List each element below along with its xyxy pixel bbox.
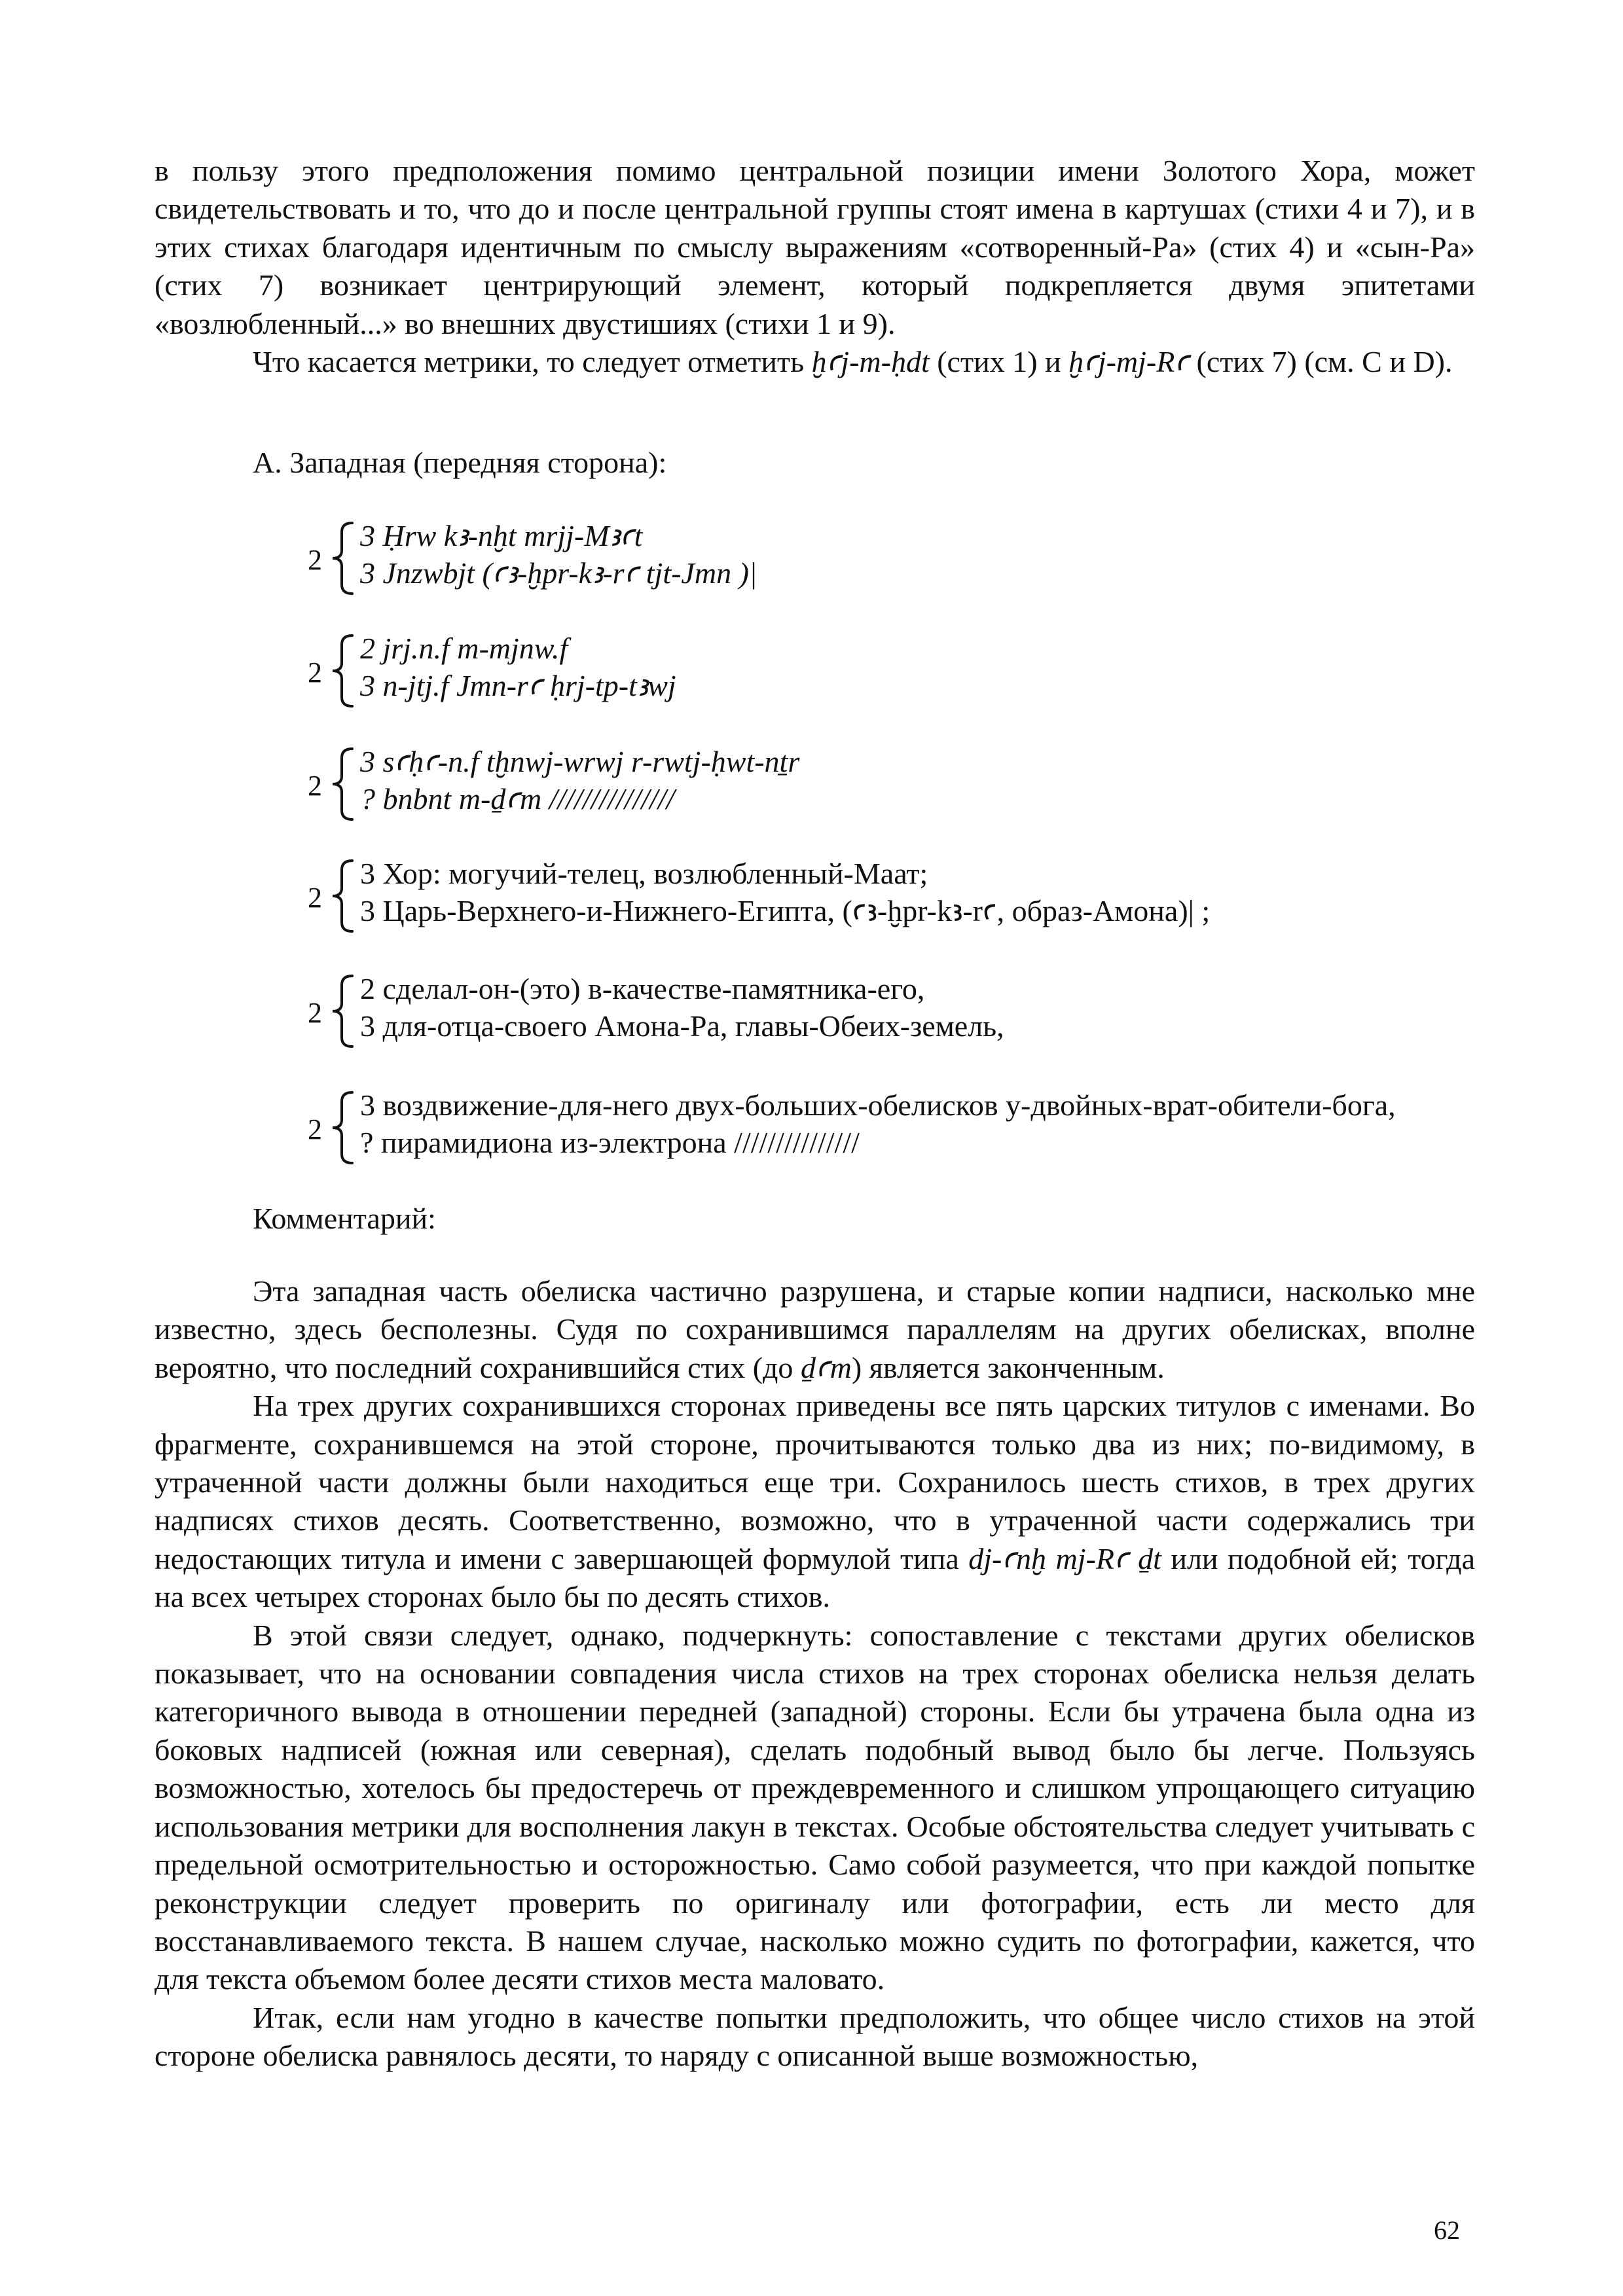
curly-brace-icon xyxy=(326,520,355,596)
transliteration: ḏꜥm xyxy=(800,1350,852,1384)
section-title: A. Западная (передняя сторона): xyxy=(253,446,667,479)
verse-line: 3 для-отца-своего Амона-Ра, главы-Обеих-земель, xyxy=(360,1009,1004,1043)
intro-paragraph xyxy=(155,152,1475,381)
verse-line: 3 n-jtj.f Jmn-rꜥ ḥrj-tp-tꜣwj xyxy=(360,669,676,702)
group-count: 2 xyxy=(308,656,322,689)
group-count: 2 xyxy=(308,882,322,914)
comment-paragraph-1: Эта западная часть обелиска частично разрушена, и старые копии надписи, насколько мне известно, здесь бесполезны. Судя по сохранившимся параллелям на других обелисках, вполне вероятно, что последний сохранившийся стих (до ḏꜥm) является законченным. xyxy=(155,1274,1475,1384)
verse-group-3 xyxy=(308,745,1486,823)
verse-group-1 xyxy=(308,519,1486,598)
curly-brace-icon xyxy=(326,746,355,822)
verse-line: ? пирамидиона из-электрона /////////////// xyxy=(360,1126,860,1159)
comment-title: Комментарий: xyxy=(253,1202,436,1235)
comment-paragraph-4: Итак, если нам угодно в качестве попытки предположить, что общее число стихов на этой стороне обелиска равнялось десяти, то наряду с описанной выше возможностью, xyxy=(155,2000,1475,2073)
verse-group-4 xyxy=(308,857,1486,935)
comment-paragraph-2: На трех других сохранившихся сторонах приведены все пять царских титулов с именами. Во фрагменте, сохранившемся на этой стороне, прочитываются только два из них; по-видимому, в утраченной части должны были находиться еще три. Сохранилось шесть стихов, в трех других надписях стихов десять. Соответственно, возможно, что в утраченной части содержались три недостающих титула и имени с завершающей формулой типа dj-ꜥnḫ mj-Rꜥ ḏt или подобной ей; тогда на всех четырех сторонах было бы по десять стихов. xyxy=(155,1389,1475,1614)
verse-line: 3 Хор: могучий-телец, возлюбленный-Маат; xyxy=(360,857,928,890)
curly-brace-icon xyxy=(326,633,355,709)
verse-line: 2 сделал-он-(это) в-качестве-памятника-его, xyxy=(360,972,925,1005)
group-count: 2 xyxy=(308,544,322,576)
verse-group-2 xyxy=(308,632,1486,710)
comment-body xyxy=(155,1272,1475,2075)
paragraph-continuation: в пользу этого предположения помимо центральной позиции имени Золотого Хора, может свидетельствовать и то, что до и после центральной группы стоят имена в картушах (стихи 4 и 7), и в этих стихах благодаря идентичным по смыслу выражениям «сотворенный-Ра» (стих 4) и «сын-Ра» (стих 7) возникает центрирующий элемент, который подкрепляется двумя эпитетами «возлюбленный...» во внешних двустишиях (стихи 1 и 9). xyxy=(155,154,1475,340)
verse-line: 3 воздвижение-для-него двух-больших-обелисков у-двойных-врат-обители-бога, xyxy=(360,1088,1396,1122)
curly-brace-icon xyxy=(326,1090,355,1166)
metric-paragraph: Что касается метрики, то следует отметить ḫꜥj-m-ḥdt (стих 1) и ḫꜥj-mj-Rꜥ (стих 7) (см. C и D). xyxy=(253,345,1453,379)
verse-group-5 xyxy=(308,972,1486,1050)
verse-line: 2 jrj.n.f m-mjnw.f xyxy=(360,632,568,665)
transliteration: ḫꜥj-m-ḥdt xyxy=(811,345,930,379)
verse-line: 3 Царь-Верхнего-и-Нижнего-Египта, (ꜥꜣ-ḫpr-kꜣ-rꜥ, образ-Амона)| ; xyxy=(360,894,1211,927)
transliteration: ḫꜥj-mj-Rꜥ xyxy=(1068,345,1190,379)
verse-line: ? bnbnt m-ḏꜥm /////////////// xyxy=(360,782,675,816)
verse-line: 3 sꜥḥꜥ-n.f tḫnwj-wrwj r-rwtj-ḥwt-nṯr xyxy=(360,745,800,778)
group-count: 2 xyxy=(308,1113,322,1145)
comment-paragraph-3: В этой связи следует, однако, подчеркнуть: сопоставление с текстами других обелисков показывает, что на основании совпадения числа стихов на трех сторонах обелиска нельзя делать категоричного вывода в отношении передней (западной) стороны. Если бы утрачена была одна из боковых надписей (южная или северная), сделать подобный вывод было бы легче. Пользуясь возможностью, хотелось бы предостеречь от преждевременного и слишком упрощающего ситуацию использования метрики для восполнения лакун в текстах. Особые обстоятельства следует учитывать с предельной осмотрительностью и осторожностью. Само собой разумеется, что при каждой попытке реконструкции следует проверить по оригиналу или фотографии, есть ли место для восстанавливаемого текста. В нашем случае, насколько можно судить по фотографии, кажется, что для текста объемом более десяти стихов места маловато. xyxy=(155,1618,1475,1996)
page-number: 62 xyxy=(1434,2215,1460,2245)
group-count: 2 xyxy=(308,997,322,1029)
transliteration: dj-ꜥnḫ mj-Rꜥ ḏt xyxy=(968,1541,1161,1575)
group-count: 2 xyxy=(308,770,322,802)
verse-line: 3 Ḥrw kꜣ-nḫt mrjj-Mꜣꜥt xyxy=(360,519,643,552)
verse-line: 3 Jnzwbjt (ꜥꜣ-ḫpr-kꜣ-rꜥ tjt-Jmn )| xyxy=(360,556,757,590)
curly-brace-icon xyxy=(326,858,355,934)
curly-brace-icon xyxy=(326,973,355,1049)
verse-group-6 xyxy=(308,1088,1486,1167)
